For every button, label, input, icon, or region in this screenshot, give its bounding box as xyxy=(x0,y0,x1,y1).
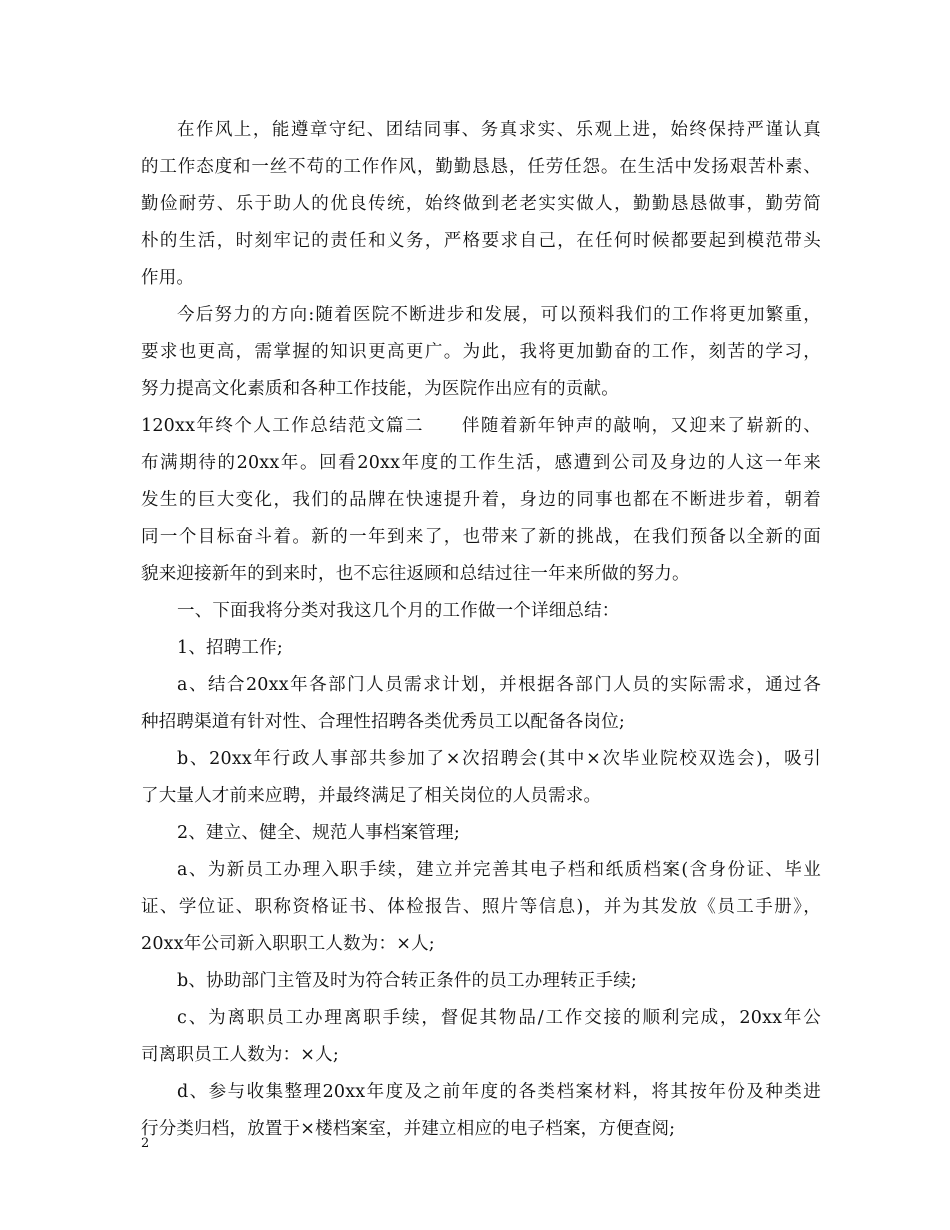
text-line: 作用。 xyxy=(141,268,195,288)
text-line: b、协助部门主管及时为符合转正条件的员工办理转正手续; xyxy=(177,971,637,991)
text-line: 要求也更高，需掌握的知识更高更广。为此，我将更加勤奋的工作，刻苦的学习， xyxy=(141,342,821,362)
text-line: 的工作态度和一丝不苟的工作作风，勤勤恳恳，任劳任怨。在生活中发扬艰苦朴素、 xyxy=(141,157,821,177)
text-line: 朴的生活，时刻牢记的责任和义务，严格要求自己，在任何时候都要起到模范带头 xyxy=(141,231,821,251)
text-line: 发生的巨大变化，我们的品牌在快速提升着，身边的同事也都在不断进步着，朝着 xyxy=(141,490,821,510)
text-line: d、参与收集整理20xx年度及之前年度的各类档案材料，将其按年份及种类进 xyxy=(177,1082,821,1102)
text-line: 勤俭耐劳、乐于助人的优良传统，始终做到老老实实做人，勤勤恳恳做事，勤劳简 xyxy=(141,194,821,214)
text-line: 布满期待的20xx年。回看20xx年度的工作生活，感遭到公司及身边的人这一年来 xyxy=(141,453,821,473)
text-line: b、20xx年行政人事部共参加了×次招聘会(其中×次毕业院校双选会)，吸引 xyxy=(177,749,821,769)
text-line: 了大量人才前来应聘，并最终满足了相关岗位的人员需求。 xyxy=(141,786,602,806)
section-title-line: 120xx年终个人工作总结范文篇二 伴随着新年钟声的敲响，又迎来了崭新的、 xyxy=(141,416,821,436)
text-line: 1、招聘工作; xyxy=(177,638,283,658)
text-line: 今后努力的方向:随着医院不断进步和发展，可以预料我们的工作将更加繁重， xyxy=(177,305,821,325)
text-line: a、为新员工办理入职手续，建立并完善其电子档和纸质档案(含身份证、毕业 xyxy=(177,860,821,880)
text-line: 司离职员工人数为：×人; xyxy=(141,1045,339,1065)
text-line: 同一个目标奋斗着。新的一年到来了，也带来了新的挑战，在我们预备以全新的面 xyxy=(141,527,821,547)
text-line: 20xx年公司新入职职工人数为：×人; xyxy=(141,934,435,954)
text-line: 努力提高文化素质和各种工作技能，为医院作出应有的贡献。 xyxy=(141,379,619,399)
text-line: 2、建立、健全、规范人事档案管理; xyxy=(177,823,460,843)
text-line: 种招聘渠道有针对性、合理性招聘各类优秀员工以配备各岗位; xyxy=(141,712,625,732)
text-line: a、结合20xx年各部门人员需求计划，并根据各部门人员的实际需求，通过各 xyxy=(177,675,821,695)
text-line: 行分类归档，放置于×楼档案室，并建立相应的电子档案，方便查阅; xyxy=(141,1119,676,1139)
text-line: 在作风上，能遵章守纪、团结同事、务真求实、乐观上进，始终保持严谨认真 xyxy=(177,120,821,140)
text-line: 貌来迎接新年的到来时，也不忘往返顾和总结过往一年来所做的努力。 xyxy=(141,564,690,584)
text-line: 证、学位证、职称资格证书、体检报告、照片等信息)，并为其发放《员工手册》， xyxy=(141,897,821,917)
page-number: 2 xyxy=(141,1136,150,1151)
text-line: c、为离职员工办理离职手续，督促其物品/工作交接的顺利完成，20xx年公 xyxy=(177,1008,821,1028)
text-line: 一、下面我将分类对我这几个月的工作做一个详细总结： xyxy=(177,601,620,621)
